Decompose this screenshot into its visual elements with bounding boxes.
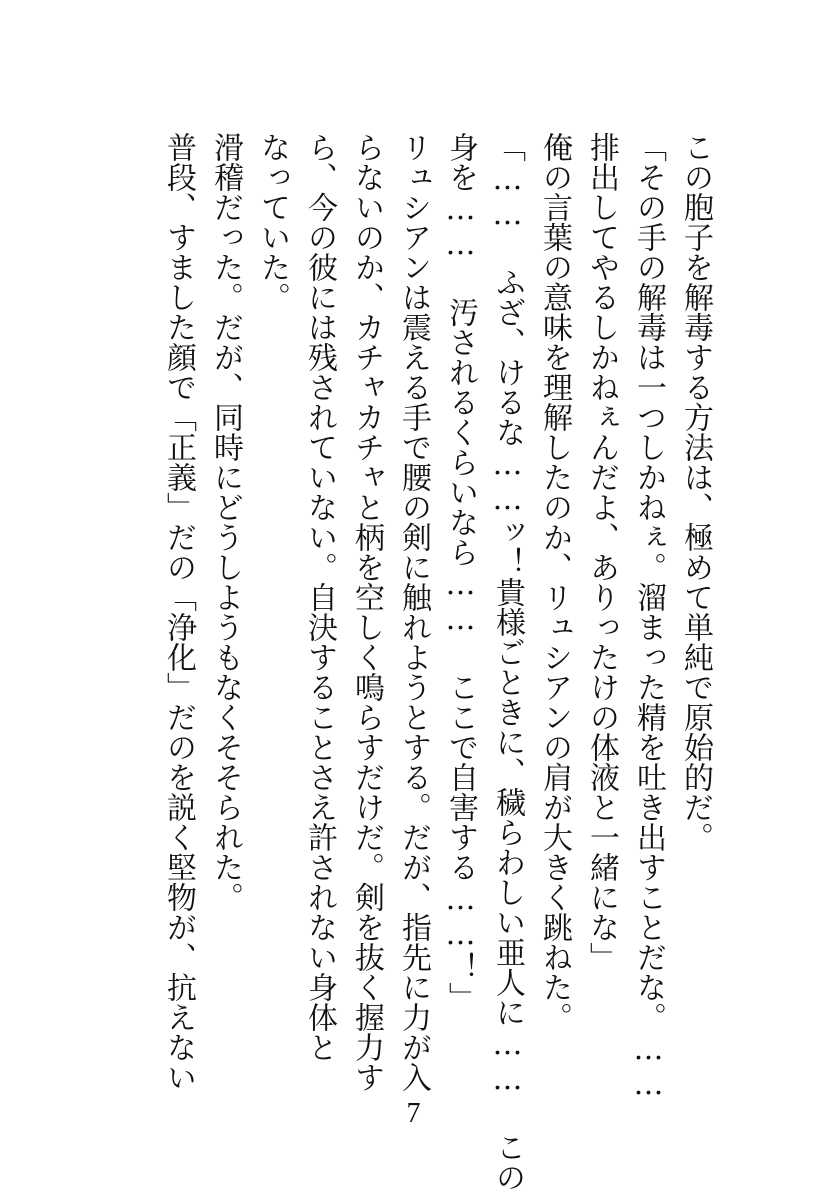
text-line: らないのか、カチャカチャと柄を空しく鳴らすだけだ。剣を抜く握力す xyxy=(349,132,384,1092)
text-line: ら、今の彼には残されていない。自決することさえ許されない身体と xyxy=(302,132,337,1062)
text-line: リュシアンは震える手で腰の剣に触れようとする。だが、指先に力が入 xyxy=(396,132,431,1092)
text-line: 排出してやるしかねぇんだよ、ありったけの体液と一緒にな」 xyxy=(584,132,619,972)
text-line: 滑稽だった。だが、同時にどうしようもなくそそられた。 xyxy=(208,132,243,912)
text-line: 普段、すました顔で「正義」だの「浄化」だのを説く堅物が、抗えない xyxy=(161,132,196,1092)
text-line: 身を…… 汚されるくらいなら…… ここで自害する……！」 xyxy=(443,132,478,1012)
text-line: 「その手の解毒は一つしかねぇ。溜まった精を吐き出すことだな。…… xyxy=(631,132,666,1102)
text-line: 「…… ふざ、けるな……ッ！貴様ごときに、穢らわしい亜人に…… この xyxy=(490,132,525,1192)
text-line: なっていた。 xyxy=(255,132,290,312)
page-number: 7 xyxy=(406,1098,421,1129)
vertical-body-text xyxy=(155,132,719,1192)
text-line: 俺の言葉の意味を理解したのか、リュシアンの肩が大きく跳ねた。 xyxy=(537,132,572,1032)
text-line: この胞子を解毒する方法は、極めて単純で原始的だ。 xyxy=(678,132,713,852)
